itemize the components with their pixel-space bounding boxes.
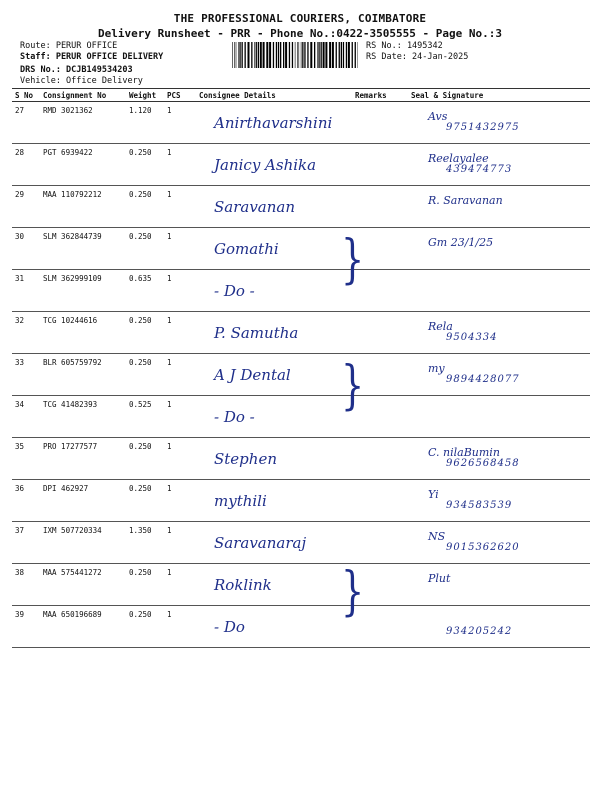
rs-number: RS No.: 1495342 — [366, 41, 443, 51]
runsheet-subtitle: Delivery Runsheet - PRR - Phone No.:0422-3505555 - Page No.:3 — [98, 27, 502, 40]
barcode-bar — [245, 42, 246, 68]
cell-consignment-no: TCG 10244616 — [40, 312, 126, 354]
consignee-handwriting: Gomathi — [214, 240, 279, 258]
barcode-bar — [297, 42, 298, 68]
barcode-bar — [260, 42, 262, 68]
table-row — [12, 270, 590, 312]
cell-consignment-no: SLM 362999109 — [40, 270, 126, 312]
signature-phone: 439474773 — [446, 164, 513, 175]
col-pcs: PCS — [164, 89, 196, 102]
signature-handwriting: Rela — [428, 320, 453, 333]
consignee-handwriting: - Do — [214, 618, 245, 636]
cell-consignment-no: IXM 507720334 — [40, 522, 126, 564]
barcode-bar — [307, 42, 308, 68]
table-row — [12, 564, 590, 606]
cell-sno: 31 — [12, 270, 40, 312]
cell-signature — [408, 480, 590, 522]
cell-pcs: 1 — [164, 354, 196, 396]
cell-sno: 29 — [12, 186, 40, 228]
signature-handwriting: my — [428, 362, 445, 375]
barcode-bar — [336, 42, 337, 68]
barcode-bar — [251, 42, 252, 68]
signature-phone: 9894428077 — [446, 374, 520, 385]
cell-consignee — [196, 606, 352, 648]
cell-pcs: 1 — [164, 606, 196, 648]
barcode-bar — [301, 42, 302, 68]
barcode-bar — [239, 42, 240, 68]
barcode-bar — [314, 42, 315, 68]
cell-remarks — [352, 522, 408, 564]
table-row — [12, 606, 590, 648]
cell-consignee — [196, 186, 352, 228]
cell-consignee — [196, 270, 352, 312]
cell-weight: 0.250 — [126, 144, 164, 186]
table-row — [12, 396, 590, 438]
cell-pcs: 1 — [164, 396, 196, 438]
cell-consignee — [196, 102, 352, 144]
cell-weight: 1.350 — [126, 522, 164, 564]
barcode-bar — [325, 42, 327, 68]
col-consignee: Consignee Details — [196, 89, 352, 102]
signature-handwriting: Avs — [428, 110, 448, 123]
cell-pcs: 1 — [164, 480, 196, 522]
barcode-bar — [329, 42, 331, 68]
brace-mark-icon: } — [340, 562, 365, 622]
signature-phone: 9015362620 — [446, 542, 520, 553]
barcode-bar — [283, 42, 284, 68]
col-consignment: Consignment No — [40, 89, 126, 102]
barcode-bar — [238, 42, 239, 68]
brace-mark-icon: } — [340, 356, 365, 416]
cell-sno: 33 — [12, 354, 40, 396]
table-row — [12, 480, 590, 522]
cell-sno: 30 — [12, 228, 40, 270]
signature-handwriting: C. nilaBumin — [428, 446, 500, 459]
cell-consignee — [196, 354, 365, 416]
consignee-handwriting: Anirthavarshini — [214, 114, 333, 132]
brace-mark-icon: } — [340, 230, 365, 290]
cell-signature — [408, 270, 590, 312]
barcode-bar — [321, 42, 322, 68]
cell-weight: 0.250 — [126, 480, 164, 522]
consignee-handwriting: Janicy Ashika — [214, 156, 317, 174]
cell-signature — [408, 438, 590, 480]
barcode-bar — [346, 42, 347, 68]
barcode-bar — [276, 42, 277, 68]
consignee-handwriting: - Do - — [214, 408, 255, 426]
table-header-row — [12, 89, 590, 102]
cell-weight: 1.120 — [126, 102, 164, 144]
cell-consignee — [196, 480, 352, 522]
cell-signature — [408, 186, 590, 228]
cell-remarks — [352, 480, 408, 522]
cell-sno: 38 — [12, 564, 40, 606]
cell-remarks — [352, 102, 408, 144]
barcode-icon — [232, 42, 358, 68]
consignee-handwriting: mythili — [214, 492, 267, 510]
cell-consignee — [196, 562, 365, 622]
barcode-bar — [339, 42, 340, 68]
table-row — [12, 102, 590, 144]
cell-pcs: 1 — [164, 186, 196, 228]
cell-pcs: 1 — [164, 270, 196, 312]
barcode-bar — [355, 42, 356, 68]
cell-signature — [408, 564, 590, 606]
barcode-bar — [332, 42, 334, 68]
table-row — [12, 144, 590, 186]
barcode-bar — [352, 42, 353, 68]
drs-line: DRS No.: DCJB149534203 — [20, 65, 133, 75]
barcode-bar — [318, 42, 319, 68]
cell-consignment-no: BLR 605759792 — [40, 354, 126, 396]
col-signature: Seal & Signature — [408, 89, 590, 102]
cell-sno: 35 — [12, 438, 40, 480]
cell-weight: 0.635 — [126, 270, 164, 312]
barcode-bar — [273, 42, 274, 68]
cell-consignment-no: RMD 3021362 — [40, 102, 126, 144]
cell-pcs: 1 — [164, 102, 196, 144]
cell-weight: 0.250 — [126, 312, 164, 354]
signature-handwriting: NS — [428, 530, 446, 543]
barcode-bar — [289, 42, 290, 68]
cell-consignee — [196, 522, 352, 564]
signature-phone: 934583539 — [446, 500, 513, 511]
cell-consignee — [196, 312, 352, 354]
consignee-handwriting: Roklink — [214, 576, 272, 594]
cell-consignee — [196, 438, 352, 480]
col-weight: Weight — [126, 89, 164, 102]
barcode-bar — [258, 42, 259, 68]
cell-weight: 0.250 — [126, 564, 164, 606]
cell-consignee — [196, 228, 365, 290]
cell-sno: 27 — [12, 102, 40, 144]
table-row — [12, 186, 590, 228]
cell-consignment-no: DPI 462927 — [40, 480, 126, 522]
cell-sno: 37 — [12, 522, 40, 564]
signature-handwriting: Plut — [428, 572, 451, 585]
cell-weight: 0.250 — [126, 186, 164, 228]
signature-handwriting: Gm 23/1/25 — [428, 236, 494, 249]
signature-phone: 934205242 — [446, 626, 513, 637]
barcode-bar — [343, 42, 344, 68]
cell-consignment-no: MAA 650196689 — [40, 606, 126, 648]
signature-phone: 9626568458 — [446, 458, 520, 469]
cell-remarks — [352, 186, 408, 228]
cell-consignee — [196, 144, 352, 186]
cell-weight: 0.250 — [126, 438, 164, 480]
barcode-bar — [280, 42, 281, 68]
consignee-handwriting: Saravanaraj — [214, 534, 307, 552]
cell-consignment-no: MAA 575441272 — [40, 564, 126, 606]
barcode-bar — [341, 42, 342, 68]
signature-handwriting: Yi — [428, 488, 439, 501]
cell-signature — [408, 144, 590, 186]
consignee-handwriting: - Do - — [214, 282, 255, 300]
cell-pcs: 1 — [164, 312, 196, 354]
barcode-bar — [254, 42, 255, 68]
cell-sno: 28 — [12, 144, 40, 186]
table-row — [12, 228, 590, 270]
cell-signature — [408, 102, 590, 144]
signature-phone: 9504334 — [446, 332, 498, 343]
barcode-bar — [310, 42, 312, 68]
barcode-bar — [256, 42, 257, 68]
barcode-bar — [234, 42, 235, 68]
cell-consignment-no: SLM 362844739 — [40, 228, 126, 270]
cell-signature — [408, 312, 590, 354]
cell-signature — [408, 606, 590, 648]
barcode-bar — [302, 42, 303, 68]
col-remarks: Remarks — [352, 89, 408, 102]
barcode-bar — [266, 42, 268, 68]
barcode-bar — [292, 42, 293, 68]
cell-remarks — [352, 312, 408, 354]
consignee-handwriting: Stephen — [214, 450, 277, 468]
consignee-handwriting: P. Samutha — [214, 324, 299, 342]
barcode-bar — [242, 42, 243, 68]
table-row — [12, 312, 590, 354]
table-row — [12, 354, 590, 396]
barcode-bar — [248, 42, 250, 68]
cell-pcs: 1 — [164, 438, 196, 480]
cell-pcs: 1 — [164, 564, 196, 606]
barcode-bar — [295, 42, 296, 68]
cell-signature — [408, 522, 590, 564]
cell-sno: 39 — [12, 606, 40, 648]
cell-consignment-no: TCG 41482393 — [40, 396, 126, 438]
cell-pcs: 1 — [164, 144, 196, 186]
cell-signature — [408, 354, 590, 396]
route-line: Route: PERUR OFFICE — [20, 41, 118, 51]
cell-consignee — [196, 396, 352, 438]
cell-weight: 0.250 — [126, 228, 164, 270]
cell-consignment-no: PGT 6939422 — [40, 144, 126, 186]
barcode-bar — [269, 42, 271, 68]
rs-date: RS Date: 24-Jan-2025 — [366, 52, 469, 62]
cell-sno: 32 — [12, 312, 40, 354]
staff-line: Staff: PERUR OFFICE DELIVERY — [20, 52, 164, 62]
barcode-bar — [304, 42, 305, 68]
barcode-bar — [263, 42, 265, 68]
cell-remarks — [352, 438, 408, 480]
col-sno: S No — [12, 89, 40, 102]
barcode-bar — [323, 42, 325, 68]
barcode-bar — [232, 42, 233, 68]
cell-consignment-no: MAA 110792212 — [40, 186, 126, 228]
cell-pcs: 1 — [164, 522, 196, 564]
signature-phone: 9751432975 — [446, 122, 520, 133]
cell-pcs: 1 — [164, 228, 196, 270]
cell-weight: 0.250 — [126, 354, 164, 396]
cell-remarks — [352, 144, 408, 186]
consignee-handwriting: Saravanan — [214, 198, 296, 216]
consignee-handwriting: A J Dental — [214, 366, 291, 384]
cell-consignment-no: PRO 17277577 — [40, 438, 126, 480]
cell-sno: 34 — [12, 396, 40, 438]
barcode-bar — [236, 42, 237, 68]
cell-sno: 36 — [12, 480, 40, 522]
cell-weight: 0.525 — [126, 396, 164, 438]
barcode-bar — [285, 42, 287, 68]
company-title: THE PROFESSIONAL COURIERS, COIMBATORE — [173, 12, 427, 25]
barcode-bar — [299, 42, 300, 68]
cell-signature — [408, 228, 590, 270]
signature-handwriting: Reelayalee — [428, 152, 489, 165]
barcode-bar — [348, 42, 350, 68]
cell-weight: 0.250 — [126, 606, 164, 648]
table-row — [12, 438, 590, 480]
runsheet-table — [12, 88, 590, 648]
barcode-bar — [278, 42, 279, 68]
vehicle-line: Vehicle: Office Delivery — [20, 76, 143, 86]
signature-handwriting: R. Saravanan — [428, 194, 503, 207]
barcode-bar — [317, 42, 318, 68]
cell-signature — [408, 396, 590, 438]
table-row — [12, 522, 590, 564]
